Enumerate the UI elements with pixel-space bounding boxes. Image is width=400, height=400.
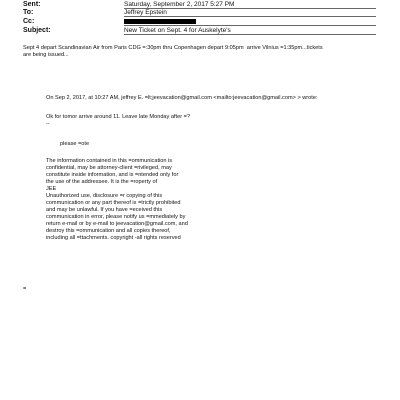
disclaimer-line: constitute inside information, and is =ntended only for (46, 172, 179, 178)
disclaimer-line: JEE (46, 186, 57, 192)
disclaimer-line: confidential, may be attorney-client =rivileged, may (46, 165, 172, 171)
disclaimer-line: destroy this =ommunication and all copies thereof, (46, 228, 171, 234)
subject-value: New Ticket on Sept. 4 for Auskelyte's (124, 27, 231, 34)
sent-value: Saturday, September 2, 2017 5:27 PM (124, 1, 235, 8)
body-line-2: are being issued... (23, 52, 69, 58)
cc-label: Cc: (23, 18, 35, 25)
disclaimer-line: Unauthorized use, disclosure =r copying of this (46, 193, 163, 199)
quote-intro: On Sep 2, 2017, at 10:27 AM, jeffrey E. =lt;jeevacation@gmail.com <mailto:jeevacation@gmail.com> > wrote: (46, 95, 318, 101)
body-line-1: Sept 4 depart Scandinavian Air from Paris CDG =:30pm thru Copenhagen depart 9:05pm arrive Vilnius =1:35pm...tickets (23, 45, 323, 51)
disclaimer-line: the use of the addressee. It is the =roperty of (46, 179, 158, 185)
redaction-bar (124, 19, 196, 24)
footer-mark: = (23, 286, 27, 292)
disclaimer-line: The information contained in this =ommunication is (46, 158, 173, 164)
disclaimer-line: communication or any part thereof is =trictly prohibited (46, 200, 181, 206)
to-label: To: (23, 9, 34, 16)
signature-dashes: -- (46, 121, 50, 127)
to-value: Jeffrey Epstein (124, 9, 167, 16)
reply-text: Ok for tomor arrive around 11. Leave late Monday after =? (46, 114, 191, 120)
subject-label: Subject: (23, 27, 51, 34)
disclaimer-line: including all =ttachments. copyright -all rights reserved (46, 235, 181, 241)
disclaimer-line: communication in error, please notify us =mmediately by (46, 214, 186, 220)
subject-underline (124, 34, 376, 35)
disclaimer-line: return e-mail or by e-mail to jeevacation@gmail.com, and (46, 221, 188, 227)
please-note: please =ote (60, 141, 90, 147)
disclaimer-line: and may be unlawful. If you have =eceived this (46, 207, 163, 213)
sent-label: Sent: (23, 1, 41, 8)
